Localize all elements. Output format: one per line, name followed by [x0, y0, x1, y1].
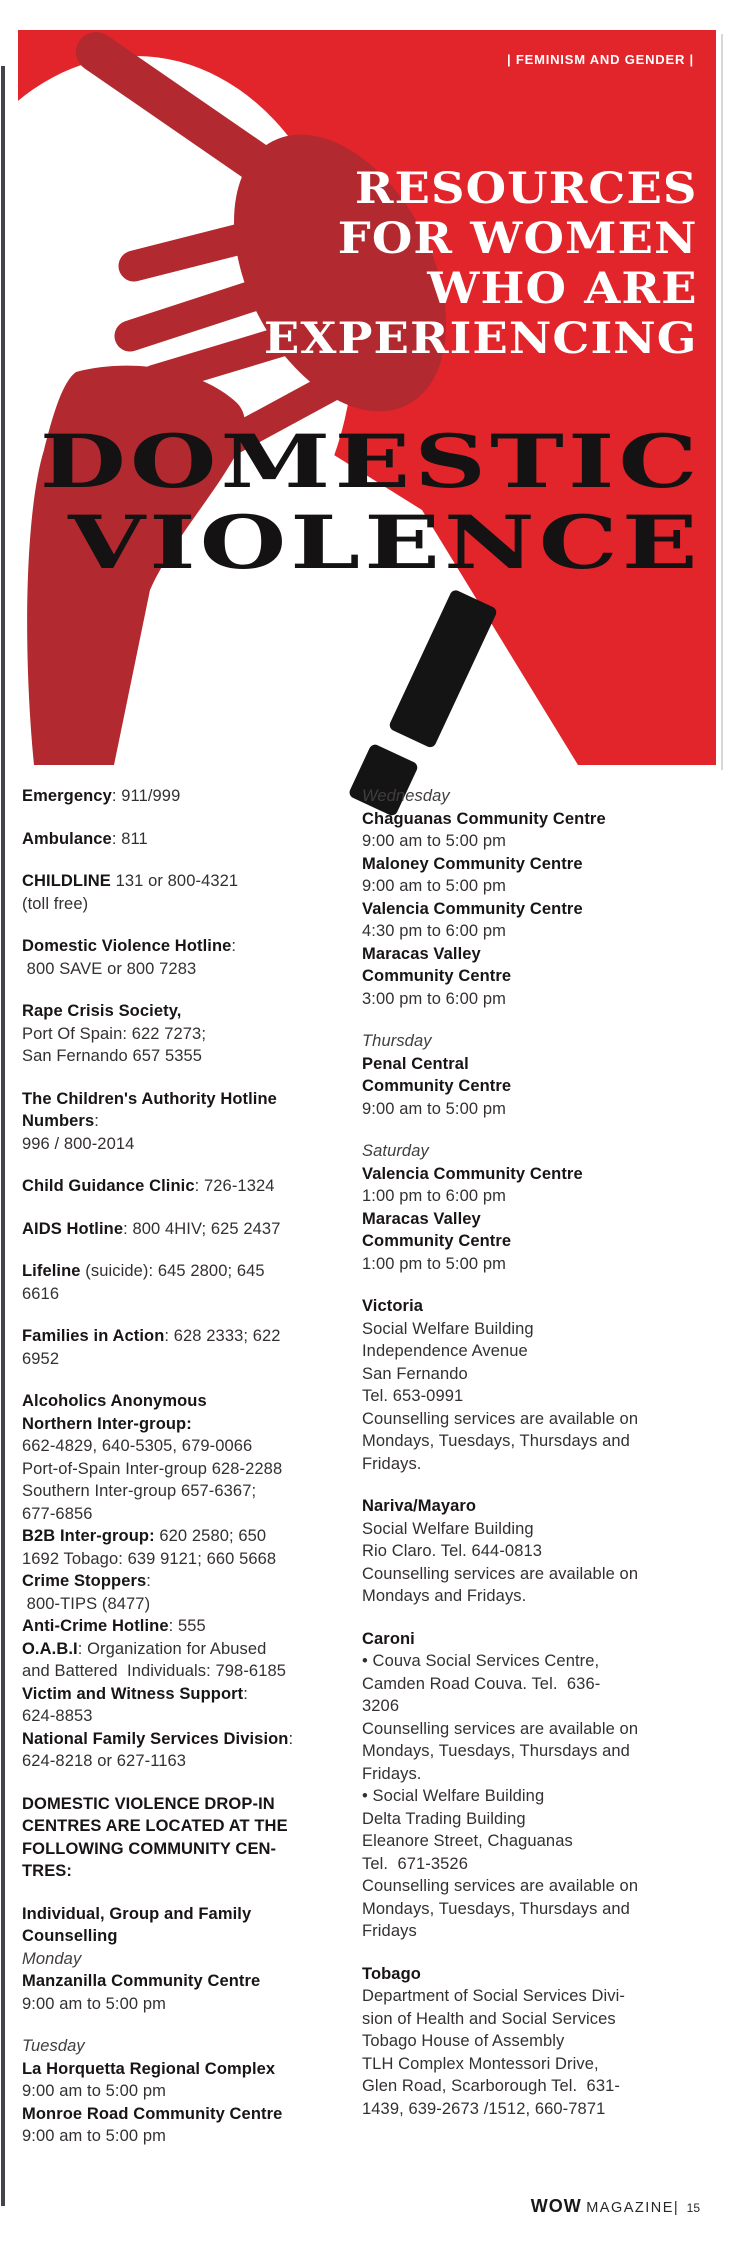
text-segment: Counselling services are available on: [362, 1564, 639, 1583]
text-segment: • Couva Social Services Centre,: [362, 1652, 600, 1670]
text-segment: Department of Social Services Divi-: [362, 1987, 626, 2005]
text-segment: Independence Avenue: [362, 1342, 528, 1360]
text-segment: Counselling services are available on: [362, 1719, 639, 1738]
text-line: [22, 2035, 360, 2058]
text-segment: Caroni: [362, 1629, 415, 1648]
text-line: [22, 1110, 360, 1133]
text-segment: Maloney Community Centre: [362, 854, 583, 873]
text-segment: 996 / 800-2014: [22, 1134, 135, 1153]
text-segment: :: [94, 1112, 99, 1130]
text-segment: Penal Central: [362, 1054, 469, 1073]
text-segment: Social Welfare Building: [362, 1319, 534, 1338]
paragraph-gap: [22, 1773, 360, 1793]
text-segment: 620 2580; 650: [154, 1527, 267, 1545]
footer: [531, 2196, 700, 2217]
text-line: [22, 1390, 360, 1413]
text-line: [362, 1075, 707, 1098]
text-segment: 9:00 am to 5:00 pm: [22, 1994, 166, 2013]
text-segment: 6952: [22, 1349, 60, 1368]
text-line: [362, 1518, 707, 1541]
text-segment: National Family Services Division: [22, 1729, 289, 1748]
text-segment: 662-4829, 640-5305, 679-0066: [22, 1437, 253, 1455]
text-segment: 800 SAVE or 800 7283: [22, 959, 197, 978]
text-line: [22, 1860, 360, 1883]
text-line: [362, 920, 707, 943]
text-segment: Maracas Valley: [362, 1209, 481, 1228]
text-segment: Eleanore Street, Chaguanas: [362, 1832, 573, 1850]
text-segment: Maracas Valley: [362, 944, 481, 963]
text-line: [362, 1650, 707, 1673]
text-line: [362, 1408, 707, 1431]
text-line: [22, 1000, 360, 1023]
paragraph-gap: [362, 1010, 707, 1030]
text-segment: FOLLOWING COMMUNITY CEN-: [22, 1839, 277, 1858]
text-line: [362, 1453, 707, 1476]
text-line: [22, 1548, 360, 1571]
text-segment: O.A.B.I: [22, 1639, 78, 1658]
text-line: [362, 988, 707, 1011]
text-line: [362, 1963, 707, 1986]
text-line: [362, 1628, 707, 1651]
text-line: [22, 870, 360, 893]
text-line: [362, 1430, 707, 1453]
text-line: [362, 2053, 707, 2076]
text-segment: CENTRES ARE LOCATED AT THE: [22, 1817, 288, 1835]
text-line: [22, 2058, 360, 2081]
text-segment: Rape Crisis Society,: [22, 1002, 182, 1020]
text-segment: 9:00 am to 5:00 pm: [22, 2082, 166, 2100]
text-segment: Fridays.: [362, 1454, 422, 1473]
text-line: [22, 893, 360, 916]
text-line: [22, 1260, 360, 1283]
text-line: [22, 1458, 360, 1481]
text-segment: Fridays: [362, 1922, 417, 1940]
magazine-brand: WOW: [530, 2196, 582, 2216]
text-segment: : 726-1324: [194, 1177, 275, 1195]
text-segment: Individual, Group and Family: [22, 1904, 252, 1923]
text-segment: Community Centre: [362, 1232, 512, 1250]
text-line: [22, 1218, 360, 1241]
text-segment: : 628 2333; 622: [164, 1327, 281, 1345]
text-line: [22, 2080, 360, 2103]
text-line: [22, 1705, 360, 1728]
text-segment: 1439, 639-2673 /1512, 660-7871: [362, 2099, 606, 2118]
text-segment: Ambulance: [22, 829, 112, 848]
text-line: [22, 1683, 360, 1706]
text-segment: Child Guidance Clinic: [22, 1177, 195, 1195]
text-line: [362, 1318, 707, 1341]
page-right-rule: [721, 34, 723, 770]
text-segment: Northern Inter-group:: [22, 1414, 192, 1433]
text-segment: Tel. 653-0991: [362, 1387, 464, 1405]
text-segment: (suicide): 645 2800; 645: [80, 1262, 265, 1280]
text-segment: Counselling services are available on: [362, 1409, 639, 1428]
text-line: [362, 1695, 707, 1718]
text-segment: TLH Complex Montessori Drive,: [362, 2054, 599, 2073]
text-line: [362, 1920, 707, 1943]
text-segment: Mondays, Tuesdays, Thursdays and: [362, 1742, 630, 1760]
text-line: [362, 1785, 707, 1808]
text-line: [362, 1163, 707, 1186]
text-segment: 1:00 pm to 5:00 pm: [362, 1254, 506, 1273]
text-segment: : 811: [111, 829, 148, 848]
header-graphic-block: [18, 30, 716, 830]
text-segment: 9:00 am to 5:00 pm: [362, 832, 506, 850]
text-line: [22, 2103, 360, 2126]
text-segment: Counselling: [22, 1927, 118, 1945]
text-segment: Valencia Community Centre: [362, 1164, 583, 1183]
text-line: [362, 1763, 707, 1786]
paragraph-gap: [22, 850, 360, 870]
text-line: [362, 1230, 707, 1253]
text-line: [22, 1793, 360, 1816]
text-line: [22, 1480, 360, 1503]
magazine-label: MAGAZINE|: [586, 2200, 680, 2216]
headline-black-line: DOMESTIC: [40, 419, 702, 505]
text-segment: 4:30 pm to 6:00 pm: [362, 922, 506, 940]
text-segment: Port Of Spain: 622 7273;: [22, 1024, 207, 1043]
paragraph-gap: [362, 1120, 707, 1140]
text-line: [22, 1175, 360, 1198]
text-segment: Nariva/Mayaro: [362, 1497, 477, 1515]
text-line: [22, 1570, 360, 1593]
paragraph-gap: [22, 1305, 360, 1325]
headline-white-line: WHO ARE: [427, 264, 698, 314]
text-segment: 6616: [22, 1284, 60, 1303]
headline-white-line: EXPERIENCING: [264, 314, 698, 364]
text-line: [22, 1838, 360, 1861]
text-line: [362, 2098, 707, 2121]
text-line: [362, 1740, 707, 1763]
text-line: [362, 1808, 707, 1831]
text-line: [362, 875, 707, 898]
text-segment: Victoria: [362, 1297, 424, 1315]
text-segment: AIDS Hotline: [22, 1219, 124, 1238]
text-line: [22, 1660, 360, 1683]
text-segment: Tel. 671-3526: [362, 1854, 468, 1873]
text-segment: Tuesday: [22, 2037, 85, 2055]
text-segment: Fridays.: [362, 1764, 422, 1783]
text-line: [22, 1970, 360, 1993]
text-segment: :: [231, 937, 237, 955]
text-segment: Rio Claro. Tel. 644-0813: [362, 1542, 543, 1560]
text-line: [362, 1098, 707, 1121]
text-segment: Tobago: [362, 1964, 421, 1983]
text-segment: 1:00 pm to 6:00 pm: [362, 1187, 506, 1205]
text-line: [22, 1948, 360, 1971]
text-segment: 677-6856: [22, 1504, 93, 1523]
text-segment: TRES:: [22, 1862, 72, 1880]
text-line: [362, 1140, 707, 1163]
resource-list-left-column: [22, 785, 360, 2148]
headline-white-line: FOR WOMEN: [338, 214, 698, 264]
text-line: [362, 2008, 707, 2031]
text-segment: Mondays, Tuesdays, Thursdays and: [362, 1432, 630, 1450]
text-segment: 131 or 800-4321: [110, 872, 239, 890]
text-segment: Monroe Road Community Centre: [22, 2104, 283, 2123]
text-segment: Lifeline: [22, 1262, 81, 1280]
paragraph-gap: [22, 980, 360, 1000]
text-line: [362, 808, 707, 831]
paragraph-gap: [22, 1155, 360, 1175]
text-segment: Monday: [22, 1949, 82, 1968]
paragraph-gap: [22, 1370, 360, 1390]
text-segment: Mondays, Tuesdays, Thursdays and: [362, 1899, 630, 1918]
text-line: [362, 1185, 707, 1208]
text-segment: 9:00 am to 5:00 pm: [362, 1099, 506, 1118]
text-line: [362, 785, 707, 808]
paragraph-gap: [362, 1608, 707, 1628]
paragraph-gap: [22, 915, 360, 935]
text-segment: Manzanilla Community Centre: [22, 1972, 261, 1990]
text-line: [22, 1925, 360, 1948]
text-segment: : 555: [168, 1617, 206, 1635]
text-line: [362, 1985, 707, 2008]
text-line: [22, 1593, 360, 1616]
text-segment: Victim and Witness Support: [22, 1684, 244, 1703]
text-line: [22, 2125, 360, 2148]
text-segment: Valencia Community Centre: [362, 899, 583, 918]
text-segment: 624-8218 or 627-1163: [22, 1752, 187, 1770]
text-line: [22, 785, 360, 808]
text-segment: : 911/999: [111, 787, 181, 805]
text-line: [22, 1993, 360, 2016]
text-line: [362, 1340, 707, 1363]
text-segment: (toll free): [22, 894, 89, 913]
text-line: [362, 1830, 707, 1853]
text-segment: Camden Road Couva. Tel. 636-: [362, 1674, 601, 1693]
text-segment: Chaguanas Community Centre: [362, 809, 606, 828]
text-segment: Families in Action: [22, 1327, 165, 1345]
text-segment: Emergency: [22, 787, 112, 805]
text-line: [362, 1673, 707, 1696]
text-segment: 624-8853: [22, 1707, 93, 1725]
text-segment: :: [146, 1572, 151, 1590]
text-line: [22, 1750, 360, 1773]
text-segment: 3206: [362, 1697, 400, 1715]
text-line: [22, 1638, 360, 1661]
text-line: [362, 1898, 707, 1921]
text-segment: 1692 Tobago: 639 9121; 660 5668: [22, 1549, 277, 1568]
section-kicker: | FEMINISM AND GENDER |: [507, 52, 694, 67]
text-line: [362, 1540, 707, 1563]
paragraph-gap: [362, 1943, 707, 1963]
headline-white: [264, 164, 698, 364]
text-segment: Anti-Crime Hotline: [22, 1617, 169, 1635]
text-segment: Mondays and Fridays.: [362, 1587, 527, 1605]
text-line: [362, 1053, 707, 1076]
text-segment: Social Welfare Building: [362, 1519, 534, 1538]
text-line: [22, 1413, 360, 1436]
text-line: [362, 1253, 707, 1276]
text-line: [362, 1208, 707, 1231]
text-segment: 9:00 am to 5:00 pm: [362, 877, 506, 895]
paragraph-gap: [362, 1275, 707, 1295]
text-segment: Thursday: [362, 1032, 432, 1050]
text-segment: Crime Stoppers: [22, 1572, 147, 1590]
text-line: [362, 1853, 707, 1876]
text-line: [22, 1325, 360, 1348]
text-line: [22, 1815, 360, 1838]
text-line: [22, 935, 360, 958]
text-line: [362, 2030, 707, 2053]
text-line: [362, 830, 707, 853]
text-segment: Port-of-Spain Inter-group 628-2288: [22, 1459, 283, 1478]
text-segment: Counselling services are available on: [362, 1877, 639, 1895]
headline-black: [40, 419, 703, 586]
text-line: [22, 1283, 360, 1306]
text-line: [362, 1563, 707, 1586]
text-line: [362, 1875, 707, 1898]
text-segment: DOMESTIC VIOLENCE DROP-IN: [22, 1794, 275, 1813]
text-line: [362, 1295, 707, 1318]
paragraph-gap: [22, 1883, 360, 1903]
text-segment: B2B Inter-group:: [22, 1527, 155, 1545]
text-segment: :: [288, 1729, 294, 1748]
text-segment: :: [243, 1684, 248, 1703]
text-line: [22, 1525, 360, 1548]
paragraph-gap: [362, 1475, 707, 1495]
text-line: [362, 965, 707, 988]
text-line: [22, 1503, 360, 1526]
text-line: [22, 828, 360, 851]
text-line: [22, 1133, 360, 1156]
text-segment: Southern Inter-group 657-6367;: [22, 1482, 257, 1500]
text-segment: 800-TIPS (8477): [22, 1594, 151, 1613]
text-segment: Glen Road, Scarborough Tel. 631-: [362, 2077, 620, 2095]
text-segment: sion of Health and Social Services: [362, 2009, 616, 2028]
text-line: [22, 1728, 360, 1751]
page-number: 15: [686, 2201, 700, 2215]
text-line: [362, 943, 707, 966]
text-segment: Tobago House of Assembly: [362, 2032, 565, 2050]
headline-white-line: RESOURCES: [355, 164, 698, 214]
text-line: [362, 1585, 707, 1608]
text-line: [362, 1718, 707, 1741]
text-segment: Wednesday: [362, 787, 450, 805]
paragraph-gap: [22, 2015, 360, 2035]
headline-black-line: VIOLENCE: [68, 500, 703, 586]
text-line: [362, 898, 707, 921]
paragraph-gap: [22, 1198, 360, 1218]
text-line: [22, 1023, 360, 1046]
text-segment: : Organization for Abused: [77, 1639, 267, 1658]
text-segment: • Social Welfare Building: [362, 1787, 545, 1805]
text-segment: Alcoholics Anonymous: [22, 1392, 207, 1410]
text-segment: : 800 4HIV; 625 2437: [123, 1219, 281, 1238]
text-line: [362, 853, 707, 876]
text-line: [362, 1030, 707, 1053]
text-segment: The Children's Authority Hotline: [22, 1089, 277, 1108]
paragraph-gap: [22, 1240, 360, 1260]
text-line: [362, 1495, 707, 1518]
text-line: [22, 1045, 360, 1068]
text-line: [22, 1348, 360, 1371]
text-segment: 3:00 pm to 6:00 pm: [362, 989, 506, 1008]
text-segment: Domestic Violence Hotline: [22, 937, 232, 955]
text-segment: Numbers: [22, 1112, 95, 1130]
text-line: [22, 1615, 360, 1638]
page-left-rule: [1, 66, 5, 2206]
text-segment: Delta Trading Building: [362, 1809, 526, 1828]
text-line: [362, 1363, 707, 1386]
text-line: [362, 1385, 707, 1408]
text-segment: Community Centre: [362, 967, 512, 985]
text-line: [22, 958, 360, 981]
resource-list-right-column: [362, 785, 707, 2120]
text-segment: Saturday: [362, 1142, 429, 1160]
text-segment: Community Centre: [362, 1077, 512, 1095]
text-segment: CHILDLINE: [22, 872, 111, 890]
text-line: [22, 1435, 360, 1458]
paragraph-gap: [22, 1068, 360, 1088]
text-line: [22, 1088, 360, 1111]
text-segment: 9:00 am to 5:00 pm: [22, 2127, 166, 2145]
paragraph-gap: [22, 808, 360, 828]
text-segment: San Fernando 657 5355: [22, 1047, 203, 1065]
text-segment: and Battered Individuals: 798-6185: [22, 1662, 287, 1680]
text-line: [362, 2075, 707, 2098]
text-line: [22, 1903, 360, 1926]
text-segment: La Horquetta Regional Complex: [22, 2059, 276, 2078]
text-segment: San Fernando: [362, 1364, 468, 1383]
